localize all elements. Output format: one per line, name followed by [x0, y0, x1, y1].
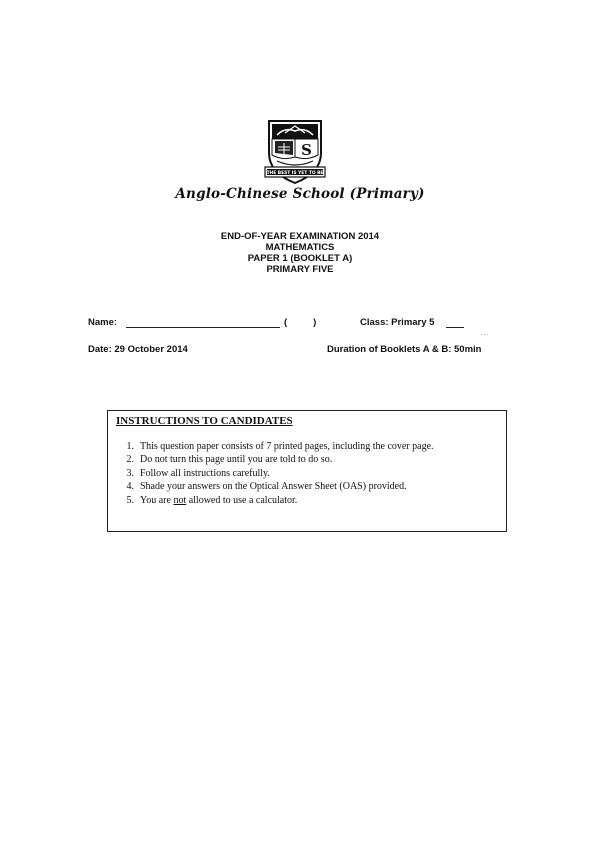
instruction-item [122, 494, 434, 507]
name-label: Name: [88, 317, 118, 328]
instruction-item [122, 480, 434, 493]
instruction-number: 4. [126, 481, 134, 493]
exam-date: Date: 29 October 2014 [88, 344, 188, 355]
class-dots: ... [481, 331, 490, 337]
instructions-title: INSTRUCTIONS TO CANDIDATES [116, 415, 293, 427]
svg-text:S: S [301, 141, 312, 159]
class-label: Class: Primary 5 [360, 317, 435, 328]
exam-duration: Duration of Booklets A & B: 50min [327, 344, 482, 355]
subject-heading: MATHEMATICS [265, 242, 335, 253]
instruction-text: Shade your answers on the Optical Answer Sheet (OAS) provided. [140, 481, 407, 493]
instruction-text-pre: You are [140, 494, 174, 506]
index-open-paren: ( [284, 317, 288, 328]
index-number-brackets[interactable] [284, 317, 316, 328]
instruction-item [122, 453, 434, 466]
paper-heading: PAPER 1 (BOOKLET A) [247, 253, 353, 264]
instructions-box [107, 410, 507, 532]
instruction-number: 1. [126, 441, 134, 452]
school-crest-logo [263, 117, 327, 189]
instruction-item [122, 467, 434, 480]
instruction-number: 3. [126, 467, 134, 479]
level-heading: PRIMARY FIVE [266, 264, 334, 275]
instruction-number: 5. [126, 494, 134, 506]
instruction-number: 2. [126, 454, 134, 466]
instruction-text: Do not turn this page until you are told to do so. [140, 454, 333, 466]
class-blank-line[interactable] [446, 327, 464, 328]
index-close-paren: ) [313, 317, 317, 328]
school-name: Anglo-Chinese School (Primary) [175, 186, 425, 202]
instruction-text: Follow all instructions carefully. [140, 467, 270, 479]
instructions-list [122, 440, 434, 507]
svg-text:THE BEST IS YET TO BE: THE BEST IS YET TO BE [266, 171, 324, 176]
instruction-item [122, 440, 434, 453]
instruction-text: This question paper consists of 7 printed pages, including the cover page. [140, 441, 434, 452]
exam-title: END-OF-YEAR EXAMINATION 2014 [220, 231, 380, 242]
name-blank-line[interactable] [126, 327, 280, 328]
instruction-text-post: allowed to use a calculator. [186, 494, 298, 506]
instruction-emphasis: not [173, 494, 187, 506]
